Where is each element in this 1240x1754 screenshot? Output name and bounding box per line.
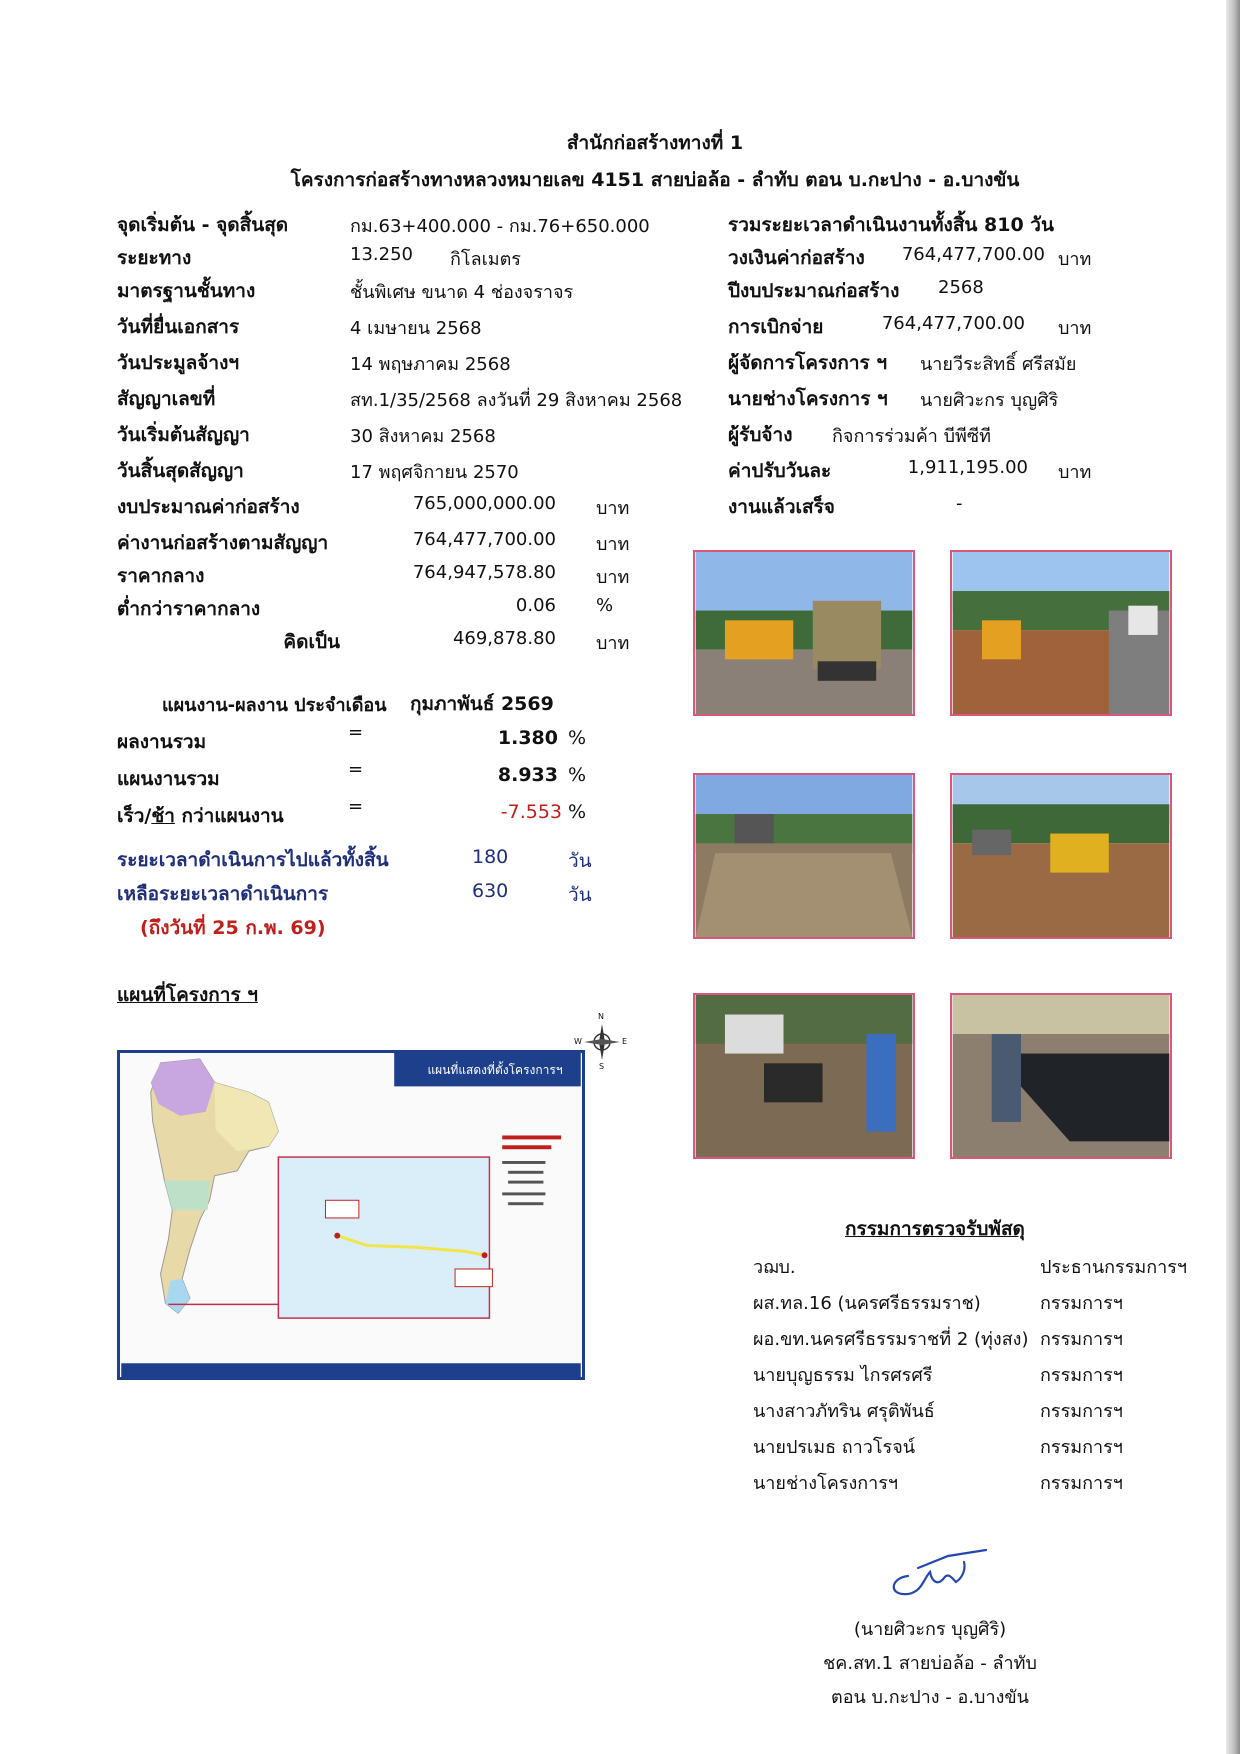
compass-s: S (599, 1062, 605, 1071)
info-value-standard: ชั้นพิเศษ ขนาด 4 ช่องจราจร (350, 282, 574, 303)
committee-member-name: นายบุญธรรม ไกรศรศรี (753, 1365, 933, 1386)
committee-member-role: กรรมการฯ (1040, 1437, 1123, 1458)
site-photo-5 (693, 993, 915, 1159)
committee-member-name: ผอ.ขท.นครศรีธรรมราชที่ 2 (ทุ่งสง) (753, 1329, 1029, 1350)
manager-name: นายวีระสิทธิ์ ศรีสมัย (920, 354, 1077, 375)
progress-unit-diff: % (568, 801, 587, 823)
total-duration: รวมระยะเวลาดำเนินงานทั้งสิ้น 810 วัน (728, 214, 1054, 236)
site-photo-5-image (695, 995, 913, 1157)
committee-member-role: กรรมการฯ (1040, 1401, 1123, 1422)
committee-member-role: กรรมการฯ (1040, 1293, 1123, 1314)
budget-label-construction: งบประมาณค่าก่อสร้าง (117, 496, 300, 518)
signature-section: ตอน บ.กะปาง - อ.บางขัน (831, 1687, 1029, 1708)
signature-name: (นายศิวะกร บุญศิริ) (853, 1619, 1007, 1640)
signature-position: ชค.สท.1 สายบ่อล้อ - ลำทับ (823, 1653, 1037, 1674)
info-label-distance: ระยะทาง (117, 247, 192, 269)
budget-label-median: ราคากลาง (117, 565, 205, 587)
info-value-auction-date: 14 พฤษภาคม 2568 (350, 354, 511, 375)
contractor-label: ผู้รับจ้าง (728, 424, 793, 446)
site-photo-1-image (695, 552, 913, 714)
contract-budget-unit: บาท (1058, 249, 1092, 270)
budget-value-below-median: 0.06 (515, 595, 556, 616)
progress-label-diff-rest: กว่าแผนงาน (174, 805, 284, 827)
budget-unit-construction: บาท (596, 498, 630, 519)
office-title: สำนักก่อสร้างทางที่ 1 (566, 132, 744, 154)
committee-member-role: กรรมการฯ (1040, 1365, 1123, 1386)
compass-e: E (622, 1037, 628, 1046)
project-map-graphic (120, 1053, 582, 1377)
fine-value: 1,911,195.00 (907, 457, 1028, 478)
elapsed-value: 180 (472, 846, 509, 868)
contractor-name: กิจการร่วมค้า บีพีซีที (832, 426, 992, 447)
project-map (117, 1050, 585, 1380)
info-label-start-end: จุดเริ่มต้น - จุดสิ้นสุด (117, 214, 289, 236)
contract-budget-label: วงเงินค่าก่อสร้าง (728, 247, 865, 269)
committee-member-name: นางสาวภัทริน ศรุติพันธ์ (753, 1401, 935, 1422)
info-value-contract-end: 17 พฤศจิกายน 2570 (350, 462, 519, 483)
progress-label-plan: แผนงานรวม (117, 768, 220, 790)
progress-month: กุมภาพันธ์ 2569 (410, 693, 554, 715)
map-title: แผนที่แสดงที่ตั้งโครงการฯ (427, 1063, 563, 1077)
progress-value-actual: 1.380 (497, 727, 558, 749)
fine-label: ค่าปรับวันละ (728, 460, 832, 482)
progress-label-diff-slow: ช้า (151, 805, 175, 827)
info-label-contract-no: สัญญาเลขที่ (117, 388, 216, 410)
progress-unit-plan: % (568, 764, 587, 786)
budget-value-contract: 764,477,700.00 (412, 529, 556, 550)
site-photo-4-image (952, 775, 1170, 937)
committee-member-role: ประธานกรรมการฯ (1040, 1257, 1188, 1278)
fiscal-year-value: 2568 (938, 277, 984, 298)
committee-member-name: วฌบ. (753, 1257, 796, 1278)
remaining-unit: วัน (568, 884, 592, 906)
info-value-submit-date: 4 เมษายน 2568 (350, 318, 482, 339)
project-title: โครงการก่อสร้างทางหลวงหมายเลข 4151 สายบ่อล้อ - ลำทับ ตอน บ.กะปาง - อ.บางขัน (290, 169, 1020, 191)
fiscal-year-label: ปีงบประมาณก่อสร้าง (728, 280, 900, 302)
info-value-distance: 13.250 (350, 244, 413, 265)
compass-icon (574, 1012, 628, 1071)
info-value-contract-no: สท.1/35/2568 ลงวันที่ 29 สิงหาคม 2568 (350, 390, 683, 411)
elapsed-unit: วัน (568, 850, 592, 872)
signature-mark (878, 1548, 988, 1603)
disbursement-unit: บาท (1058, 318, 1092, 339)
progress-eq-plan: = (348, 759, 364, 780)
progress-eq-diff: = (348, 796, 364, 817)
info-value-contract-start: 30 สิงหาคม 2568 (350, 426, 496, 447)
fine-unit: บาท (1058, 462, 1092, 483)
budget-unit-contract: บาท (596, 534, 630, 555)
progress-label-actual: ผลงานรวม (117, 731, 207, 753)
site-photo-3 (693, 773, 915, 939)
committee-member-role: กรรมการฯ (1040, 1473, 1123, 1494)
site-photo-2-image (952, 552, 1170, 714)
progress-unit-actual: % (568, 727, 587, 749)
info-label-standard: มาตรฐานชั้นทาง (117, 280, 256, 302)
as-of-date: (ถึงวันที่ 25 ก.พ. 69) (140, 917, 326, 939)
progress-heading: แผนงาน-ผลงาน ประจำเดือน (162, 695, 387, 716)
site-photo-2 (950, 550, 1172, 716)
remaining-label: เหลือระยะเวลาดำเนินการ (117, 883, 329, 905)
engineer-label: นายช่างโครงการ ฯ (728, 388, 888, 410)
budget-unit-median: บาท (596, 567, 630, 588)
remaining-value: 630 (472, 880, 509, 902)
info-label-auction-date: วันประมูลจ้างฯ (117, 352, 240, 374)
committee-member-name: ผส.ทล.16 (นครศรีธรรมราช) (753, 1293, 981, 1314)
info-label-submit-date: วันที่ยื่นเอกสาร (117, 316, 240, 338)
info-label-contract-end: วันสิ้นสุดสัญญา (117, 460, 244, 482)
completed-label: งานแล้วเสร็จ (728, 496, 835, 518)
elapsed-label: ระยะเวลาดำเนินการไปแล้วทั้งสิ้น (117, 849, 389, 871)
contract-budget-value: 764,477,700.00 (901, 244, 1045, 265)
budget-unit-below-median: % (596, 595, 614, 616)
progress-value-plan: 8.933 (497, 764, 558, 786)
site-photo-6-image (952, 995, 1170, 1157)
progress-label-diff-fast: เร็ว/ (117, 805, 152, 827)
budget-value-construction: 765,000,000.00 (412, 493, 556, 514)
info-label-contract-start: วันเริ่มต้นสัญญา (117, 424, 250, 446)
site-photo-6 (950, 993, 1172, 1159)
disbursement-value: 764,477,700.00 (881, 313, 1025, 334)
completed-value: - (956, 493, 963, 514)
budget-label-equals: คิดเป็น (283, 631, 340, 653)
site-photo-4 (950, 773, 1172, 939)
map-heading: แผนที่โครงการ ฯ (117, 984, 258, 1006)
committee-heading: กรรมการตรวจรับพัสดุ (845, 1218, 1025, 1240)
budget-label-contract: ค่างานก่อสร้างตามสัญญา (117, 532, 329, 554)
budget-value-median: 764,947,578.80 (412, 562, 556, 583)
committee-member-role: กรรมการฯ (1040, 1329, 1123, 1350)
site-photo-1 (693, 550, 915, 716)
compass-w: W (574, 1037, 582, 1046)
progress-value-diff: -7.553 (500, 801, 562, 823)
info-unit-distance: กิโลเมตร (450, 249, 521, 270)
info-value-start-end: กม.63+400.000 - กม.76+650.000 (350, 216, 650, 237)
committee-member-name: นายปรเมธ ถาวโรจน์ (753, 1437, 916, 1458)
site-photo-3-image (695, 775, 913, 937)
scan-edge (1226, 0, 1240, 1754)
budget-label-below-median: ต่ำกว่าราคากลาง (117, 598, 261, 620)
progress-eq-actual: = (348, 722, 364, 743)
manager-label: ผู้จัดการโครงการ ฯ (728, 352, 888, 374)
budget-value-equals: 469,878.80 (452, 628, 556, 649)
budget-unit-equals: บาท (596, 633, 630, 654)
progress-label-diff (117, 801, 284, 831)
engineer-name: นายศิวะกร บุญศิริ (920, 390, 1059, 411)
committee-member-name: นายช่างโครงการฯ (753, 1473, 899, 1494)
disbursement-label: การเบิกจ่าย (728, 316, 824, 338)
compass-n: N (598, 1012, 604, 1021)
